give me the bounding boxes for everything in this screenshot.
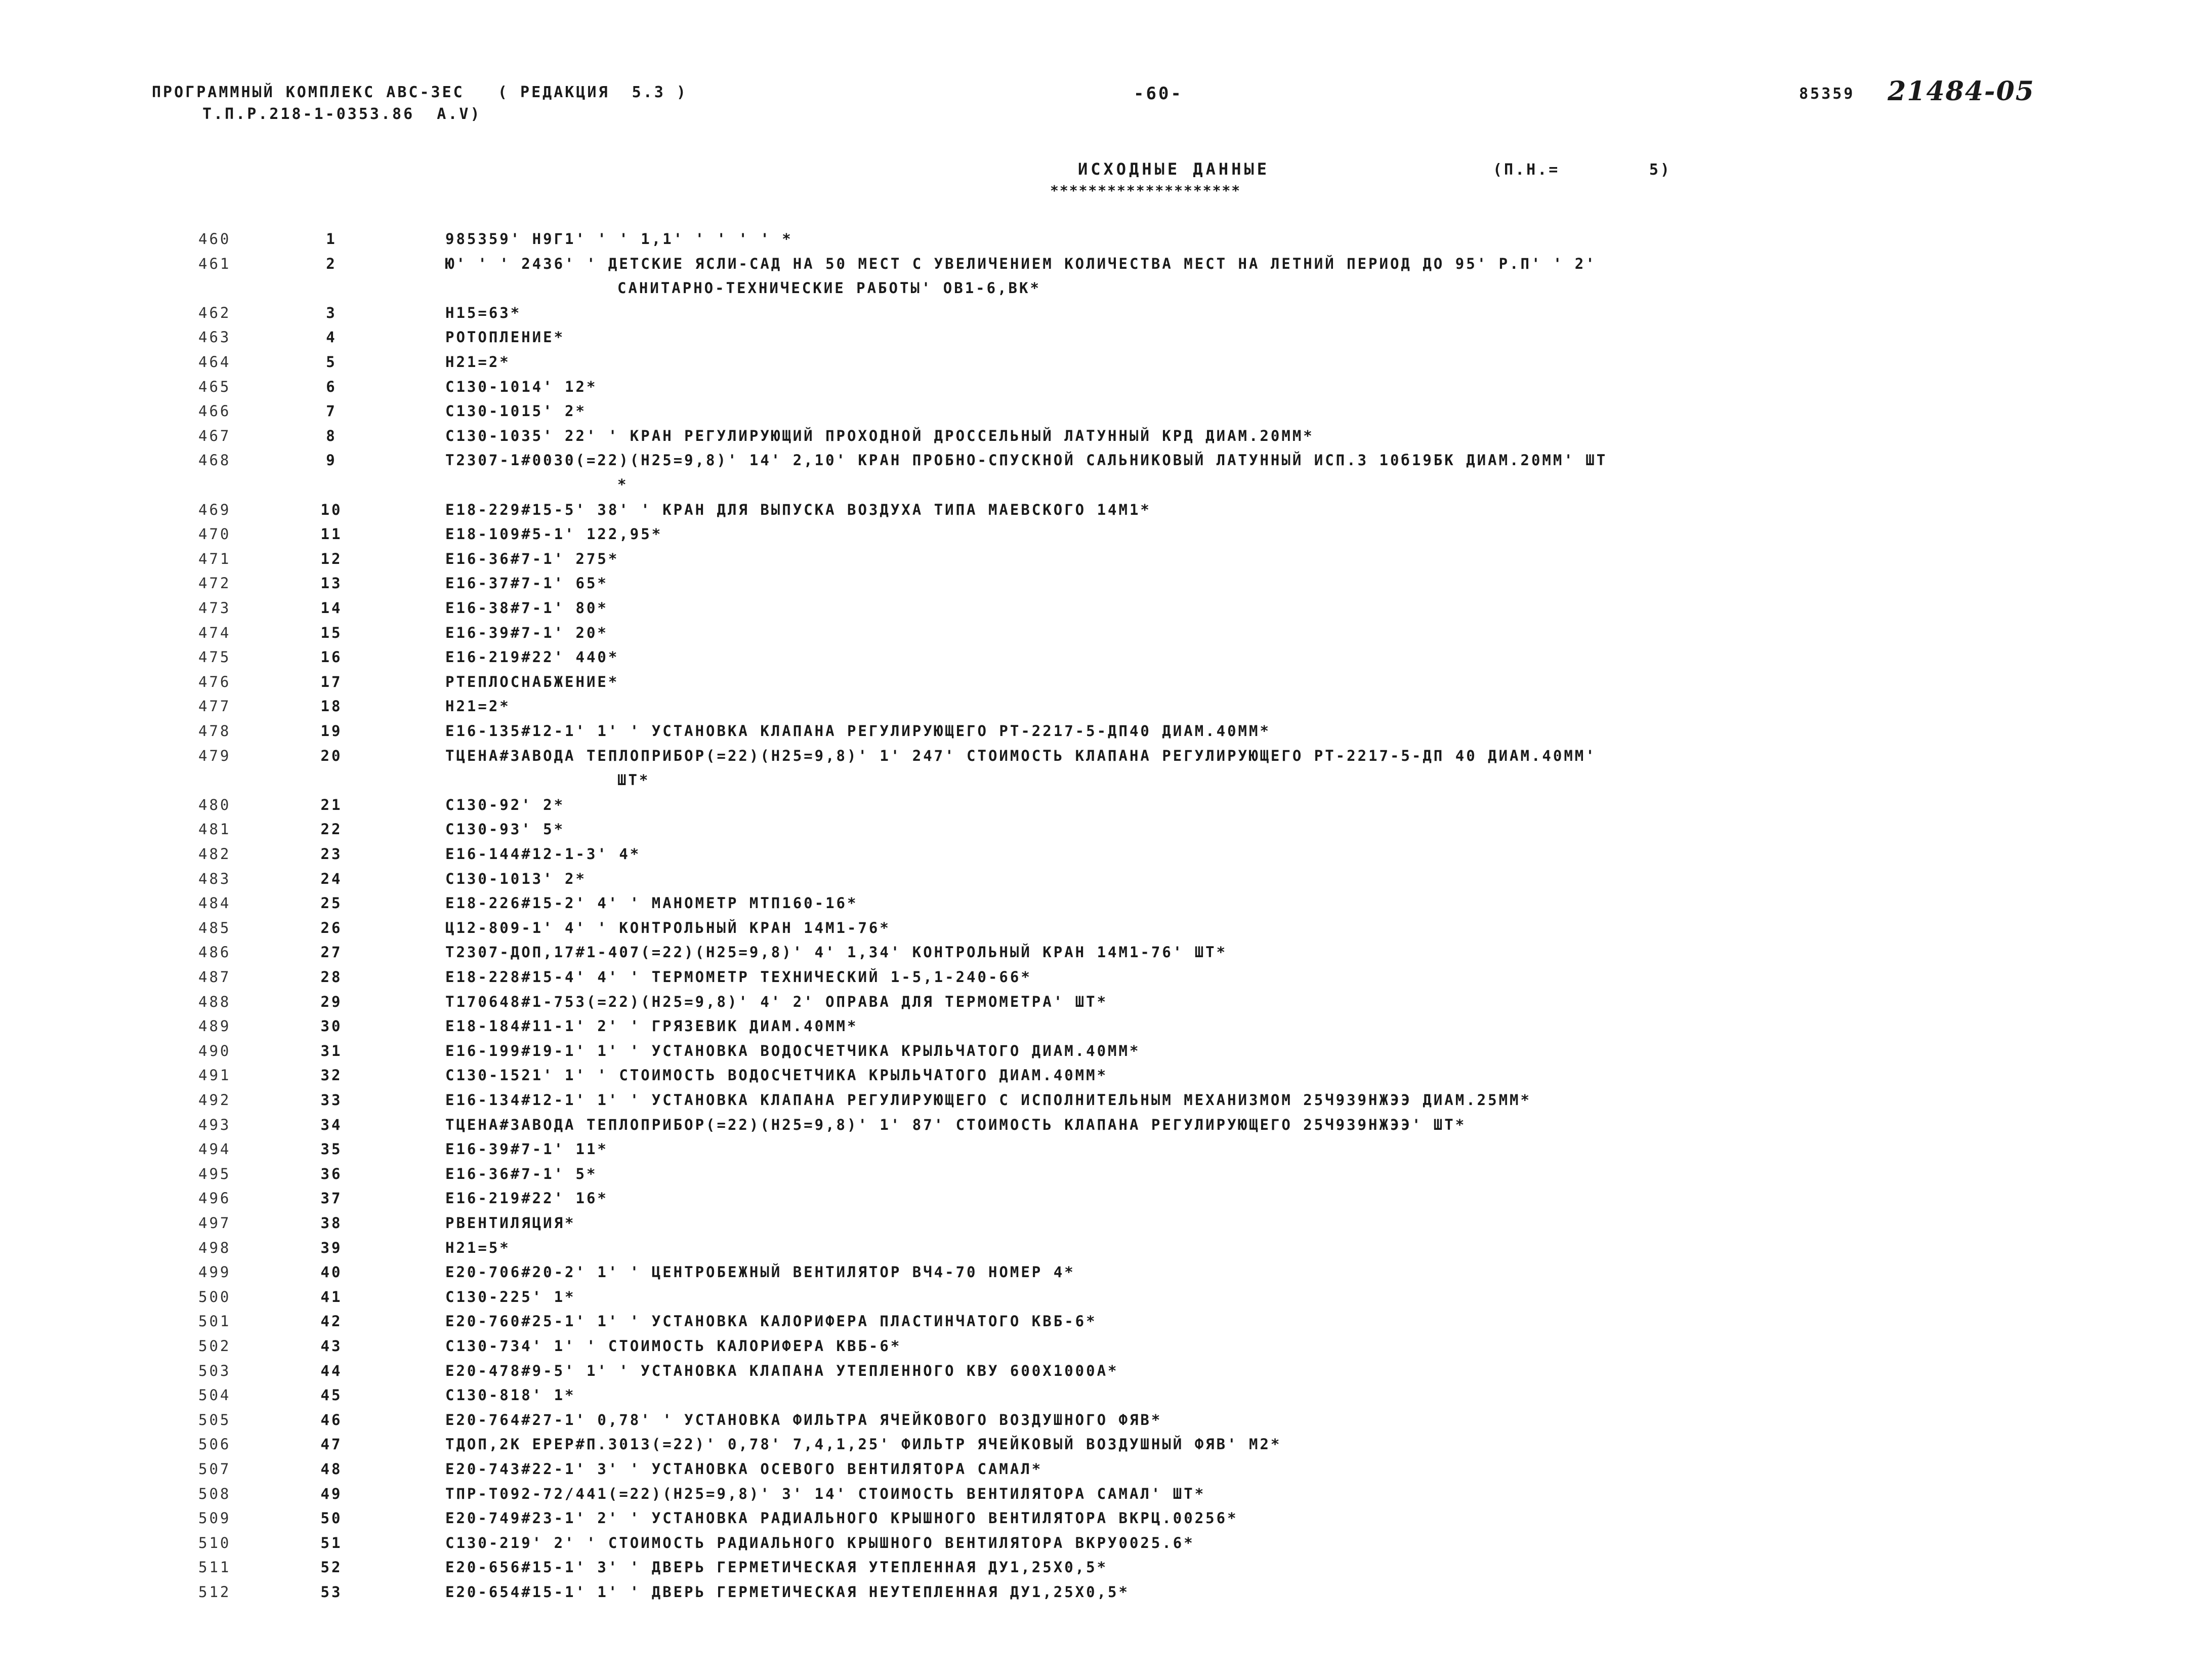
- sequence-number: 39: [320, 1239, 343, 1256]
- record-text: Н21=2*: [445, 353, 511, 371]
- record-text: Е20-654#15-1' 1' ' ДВЕРЬ ГЕРМЕТИЧЕСКАЯ НЕУТЕПЛЕННАЯ ДУ1,25Х0,5*: [445, 1583, 1130, 1601]
- record-text: РОТОПЛЕНИЕ*: [445, 329, 565, 346]
- line-number: 506: [198, 1436, 231, 1453]
- line-number: 509: [198, 1509, 231, 1527]
- record-text: Е20-764#27-1' 0,78' ' УСТАНОВКА ФИЛЬТРА ЯЧЕЙКОВОГО ВОЗДУШНОГО ФЯВ*: [445, 1411, 1162, 1428]
- line-number: 482: [198, 845, 231, 863]
- title-underline: ********************: [1050, 182, 1241, 199]
- sequence-number: 50: [320, 1509, 343, 1527]
- line-number: 466: [198, 402, 231, 420]
- line-number: 469: [198, 501, 231, 518]
- line-number: 479: [198, 747, 231, 764]
- line-number: 481: [198, 821, 231, 838]
- line-number: 504: [198, 1386, 231, 1404]
- sequence-number: 14: [320, 599, 343, 617]
- sequence-number: 42: [320, 1313, 343, 1330]
- sequence-number: 21: [320, 796, 343, 813]
- record-text: Н21=2*: [445, 698, 511, 715]
- record-text: Е16-39#7-1' 20*: [445, 624, 608, 641]
- sequence-number: 19: [320, 722, 343, 740]
- record-text: С130-1014' 12*: [445, 378, 598, 395]
- sequence-number: 46: [320, 1411, 343, 1428]
- record-text: Ц12-809-1' 4' ' КОНТРОЛЬНЫЙ КРАН 14М1-76*: [445, 919, 891, 936]
- record-text: Е16-38#7-1' 80*: [445, 599, 608, 617]
- line-number: 502: [198, 1337, 231, 1355]
- line-number: 511: [198, 1559, 231, 1576]
- line-number: 473: [198, 599, 231, 617]
- section-title: ИСХОДНЫЕ ДАННЫЕ: [1078, 159, 1270, 179]
- document-code: 85359: [1799, 85, 1855, 103]
- line-number: 500: [198, 1288, 231, 1305]
- sequence-number: 2: [326, 255, 337, 272]
- record-text: Е18-109#5-1' 122,95*: [445, 525, 663, 543]
- record-text: Е20-749#23-1' 2' ' УСТАНОВКА РАДИАЛЬНОГО КРЫШНОГО ВЕНТИЛЯТОРА ВКРЦ.00256*: [445, 1509, 1238, 1527]
- sequence-number: 20: [320, 747, 343, 764]
- sequence-number: 53: [320, 1583, 343, 1601]
- handwritten-number: 21484-05: [1888, 76, 2035, 107]
- sequence-number: 9: [326, 452, 337, 469]
- line-number: 463: [198, 329, 231, 346]
- record-text: Е18-229#15-5' 38' ' КРАН ДЛЯ ВЫПУСКА ВОЗДУХА ТИПА МАЕВСКОГО 14М1*: [445, 501, 1151, 518]
- sequence-number: 38: [320, 1214, 343, 1232]
- sequence-number: 51: [320, 1534, 343, 1551]
- project-code-header: Т.П.Р.218-1-0353.86 A.V): [202, 105, 482, 123]
- record-text: Е18-226#15-2' 4' ' МАНОМЕТР МТП160-16*: [445, 894, 858, 912]
- line-number: 484: [198, 894, 231, 912]
- sequence-number: 44: [320, 1362, 343, 1379]
- line-number: 491: [198, 1067, 231, 1084]
- line-number: 480: [198, 796, 231, 813]
- sequence-number: 22: [320, 821, 343, 838]
- record-text: С130-225' 1*: [445, 1288, 576, 1305]
- record-text: Е16-39#7-1' 11*: [445, 1140, 608, 1158]
- line-number: 494: [198, 1140, 231, 1158]
- line-number: 498: [198, 1239, 231, 1256]
- record-text-continuation: *: [617, 476, 629, 494]
- record-text: ТЦЕНА#ЗАВОДА ТЕПЛОПРИБОР(=22)(Н25=9,8)' 1' 247' СТОИМОСТЬ КЛАПАНА РЕГУЛИРУЮЩЕГО РТ-2217-5-ДП 40 ДИАМ.40ММ': [445, 747, 1597, 764]
- sequence-number: 6: [326, 378, 337, 395]
- line-number: 478: [198, 722, 231, 740]
- line-number: 488: [198, 993, 231, 1010]
- record-text: С130-818' 1*: [445, 1386, 576, 1404]
- line-number: 512: [198, 1583, 231, 1601]
- record-text: Е16-135#12-1' 1' ' УСТАНОВКА КЛАПАНА РЕГУЛИРУЮЩЕГО РТ-2217-5-ДП40 ДИАМ.40ММ*: [445, 722, 1271, 740]
- sequence-number: 31: [320, 1042, 343, 1059]
- record-text: С130-734' 1' ' СТОИМОСТЬ КАЛОРИФЕРА КВБ-6*: [445, 1337, 902, 1355]
- sequence-number: 41: [320, 1288, 343, 1305]
- record-text: С130-219' 2' ' СТОИМОСТЬ РАДИАЛЬНОГО КРЫШНОГО ВЕНТИЛЯТОРА ВКРУ0025.6*: [445, 1534, 1195, 1551]
- sequence-number: 32: [320, 1067, 343, 1084]
- line-number: 464: [198, 353, 231, 371]
- line-number: 471: [198, 550, 231, 567]
- line-number: 496: [198, 1190, 231, 1207]
- sequence-number: 37: [320, 1190, 343, 1207]
- line-number: 470: [198, 525, 231, 543]
- record-text: РТЕПЛОСНАБЖЕНИЕ*: [445, 673, 619, 690]
- line-number: 490: [198, 1042, 231, 1059]
- sequence-number: 8: [326, 427, 337, 444]
- line-number: 467: [198, 427, 231, 444]
- sequence-number: 15: [320, 624, 343, 641]
- line-number: 493: [198, 1116, 231, 1133]
- record-text: Е20-478#9-5' 1' ' УСТАНОВКА КЛАПАНА УТЕПЛЕННОГО КВУ 600Х1000А*: [445, 1362, 1119, 1379]
- record-text: С130-93' 5*: [445, 821, 565, 838]
- record-text: Е20-743#22-1' 3' ' УСТАНОВКА ОСЕВОГО ВЕНТИЛЯТОРА САМАЛ*: [445, 1460, 1043, 1478]
- sequence-number: 45: [320, 1386, 343, 1404]
- record-text: Н15=63*: [445, 304, 522, 321]
- line-number: 499: [198, 1263, 231, 1281]
- sequence-number: 23: [320, 845, 343, 863]
- line-number: 476: [198, 673, 231, 690]
- sequence-number: 28: [320, 968, 343, 986]
- line-number: 510: [198, 1534, 231, 1551]
- record-text: Е18-228#15-4' 4' ' ТЕРМОМЕТР ТЕХНИЧЕСКИЙ 1-5,1-240-66*: [445, 968, 1032, 986]
- line-number: 460: [198, 230, 231, 248]
- program-header: ПРОГРАММНЫЙ КОМПЛЕКС АВС-3ЕС ( РЕДАКЦИЯ 5.3 ): [152, 84, 688, 101]
- record-text: Е18-184#11-1' 2' ' ГРЯЗЕВИК ДИАМ.40ММ*: [445, 1017, 858, 1035]
- line-number: 489: [198, 1017, 231, 1035]
- record-text: Е16-199#19-1' 1' ' УСТАНОВКА ВОДОСЧЕТЧИКА КРЫЛЬЧАТОГО ДИАМ.40ММ*: [445, 1042, 1141, 1059]
- record-text: Т170648#1-753(=22)(Н25=9,8)' 4' 2' ОПРАВА ДЛЯ ТЕРМОМЕТРА' ШТ*: [445, 993, 1108, 1010]
- line-number: 492: [198, 1091, 231, 1109]
- record-text: С130-1015' 2*: [445, 402, 587, 420]
- sequence-number: 47: [320, 1436, 343, 1453]
- sequence-number: 18: [320, 698, 343, 715]
- record-text: Е16-144#12-1-3' 4*: [445, 845, 641, 863]
- sequence-number: 11: [320, 525, 343, 543]
- record-text: ТЦЕНА#ЗАВОДА ТЕПЛОПРИБОР(=22)(Н25=9,8)' 1' 87' СТОИМОСТЬ КЛАПАНА РЕГУЛИРУЮЩЕГО 25Ч939НЖЭЭ' ШТ*: [445, 1116, 1467, 1133]
- line-number: 462: [198, 304, 231, 321]
- record-text: Е16-36#7-1' 275*: [445, 550, 619, 567]
- record-text: С130-1521' 1' ' СТОИМОСТЬ ВОДОСЧЕТЧИКА КРЫЛЬЧАТОГО ДИАМ.40ММ*: [445, 1067, 1108, 1084]
- sequence-number: 4: [326, 329, 337, 346]
- record-text: Е20-760#25-1' 1' ' УСТАНОВКА КАЛОРИФЕРА ПЛАСТИНЧАТОГО КВБ-6*: [445, 1313, 1097, 1330]
- sequence-number: 10: [320, 501, 343, 518]
- sequence-number: 29: [320, 993, 343, 1010]
- line-number: 483: [198, 870, 231, 887]
- line-number: 474: [198, 624, 231, 641]
- record-text: 985359' Н9Г1' ' ' 1,1' ' ' ' ' *: [445, 230, 793, 248]
- line-number: 486: [198, 944, 231, 961]
- sequence-number: 52: [320, 1559, 343, 1576]
- sequence-number: 34: [320, 1116, 343, 1133]
- sequence-number: 33: [320, 1091, 343, 1109]
- record-text: РВЕНТИЛЯЦИЯ*: [445, 1214, 576, 1232]
- sequence-number: 17: [320, 673, 343, 690]
- record-text-continuation: ШТ*: [617, 771, 650, 789]
- record-text: Ю' ' ' 2436' ' ДЕТСКИЕ ЯСЛИ-САД НА 50 МЕСТ С УВЕЛИЧЕНИЕМ КОЛИЧЕСТВА МЕСТ НА ЛЕТНИЙ ПЕРИОД ДО 95' Р.П' ' 2': [445, 255, 1597, 272]
- sequence-number: 40: [320, 1263, 343, 1281]
- record-text: Е16-134#12-1' 1' ' УСТАНОВКА КЛАПАНА РЕГУЛИРУЮЩЕГО С ИСПОЛНИТЕЛЬНЫМ МЕХАНИЗМОМ 25Ч939НЖЭЭ ДИАМ.25ММ*: [445, 1091, 1531, 1109]
- record-text: Т2307-1#0030(=22)(Н25=9,8)' 14' 2,10' КРАН ПРОБНО-СПУСКНОЙ САЛЬНИКОВЫЙ ЛАТУННЫЙ ИСП.3 10б19БК ДИАМ.20ММ' ШТ: [445, 452, 1608, 469]
- line-number: 475: [198, 648, 231, 666]
- line-number: 508: [198, 1485, 231, 1502]
- pn-indicator: (П.Н.= 5): [1493, 161, 1672, 179]
- sequence-number: 43: [320, 1337, 343, 1355]
- line-number: 477: [198, 698, 231, 715]
- record-text-continuation: САНИТАРНО-ТЕХНИЧЕСКИЕ РАБОТЫ' ОВ1-6,ВК*: [617, 279, 1041, 297]
- record-text: С130-1035' 22' ' КРАН РЕГУЛИРУЮЩИЙ ПРОХОДНОЙ ДРОССЕЛЬНЫЙ ЛАТУННЫЙ КРД ДИАМ.20ММ*: [445, 427, 1314, 444]
- line-number: 505: [198, 1411, 231, 1428]
- line-number: 465: [198, 378, 231, 395]
- line-number: 503: [198, 1362, 231, 1379]
- sequence-number: 36: [320, 1165, 343, 1182]
- sequence-number: 49: [320, 1485, 343, 1502]
- sequence-number: 12: [320, 550, 343, 567]
- sequence-number: 48: [320, 1460, 343, 1478]
- sequence-number: 24: [320, 870, 343, 887]
- record-text: Е16-37#7-1' 65*: [445, 575, 608, 592]
- sequence-number: 16: [320, 648, 343, 666]
- record-text: Т2307-ДОП,17#1-407(=22)(Н25=9,8)' 4' 1,34' КОНТРОЛЬНЫЙ КРАН 14М1-76' ШТ*: [445, 944, 1228, 961]
- record-text: Е20-656#15-1' 3' ' ДВЕРЬ ГЕРМЕТИЧЕСКАЯ УТЕПЛЕННАЯ ДУ1,25Х0,5*: [445, 1559, 1108, 1576]
- record-text: Е16-36#7-1' 5*: [445, 1165, 598, 1182]
- line-number: 495: [198, 1165, 231, 1182]
- line-number: 472: [198, 575, 231, 592]
- record-text: Н21=5*: [445, 1239, 511, 1256]
- sequence-number: 27: [320, 944, 343, 961]
- record-text: С130-1013' 2*: [445, 870, 587, 887]
- line-number: 501: [198, 1313, 231, 1330]
- line-number: 497: [198, 1214, 231, 1232]
- sequence-number: 25: [320, 894, 343, 912]
- sequence-number: 5: [326, 353, 337, 371]
- sequence-number: 35: [320, 1140, 343, 1158]
- line-number: 461: [198, 255, 231, 272]
- line-number: 507: [198, 1460, 231, 1478]
- record-text: Е20-706#20-2' 1' ' ЦЕНТРОБЕЖНЫЙ ВЕНТИЛЯТОР ВЧ4-70 НОМЕР 4*: [445, 1263, 1075, 1281]
- sequence-number: 30: [320, 1017, 343, 1035]
- sequence-number: 3: [326, 304, 337, 321]
- line-number: 468: [198, 452, 231, 469]
- record-text: С130-92' 2*: [445, 796, 565, 813]
- sequence-number: 1: [326, 230, 337, 248]
- record-text: ТДОП,2К ЕРЕР#П.3013(=22)' 0,78' 7,4,1,25' ФИЛЬТР ЯЧЕЙКОВЫЙ ВОЗДУШНЫЙ ФЯВ' М2*: [445, 1436, 1282, 1453]
- line-number: 487: [198, 968, 231, 986]
- sequence-number: 7: [326, 402, 337, 420]
- record-text: Е16-219#22' 16*: [445, 1190, 608, 1207]
- line-number: 485: [198, 919, 231, 936]
- record-text: ТПР-Т092-72/441(=22)(Н25=9,8)' 3' 14' СТОИМОСТЬ ВЕНТИЛЯТОРА САМАЛ' ШТ*: [445, 1485, 1206, 1502]
- sequence-number: 26: [320, 919, 343, 936]
- sequence-number: 13: [320, 575, 343, 592]
- record-text: Е16-219#22' 440*: [445, 648, 619, 666]
- page-number: -60-: [1134, 84, 1183, 104]
